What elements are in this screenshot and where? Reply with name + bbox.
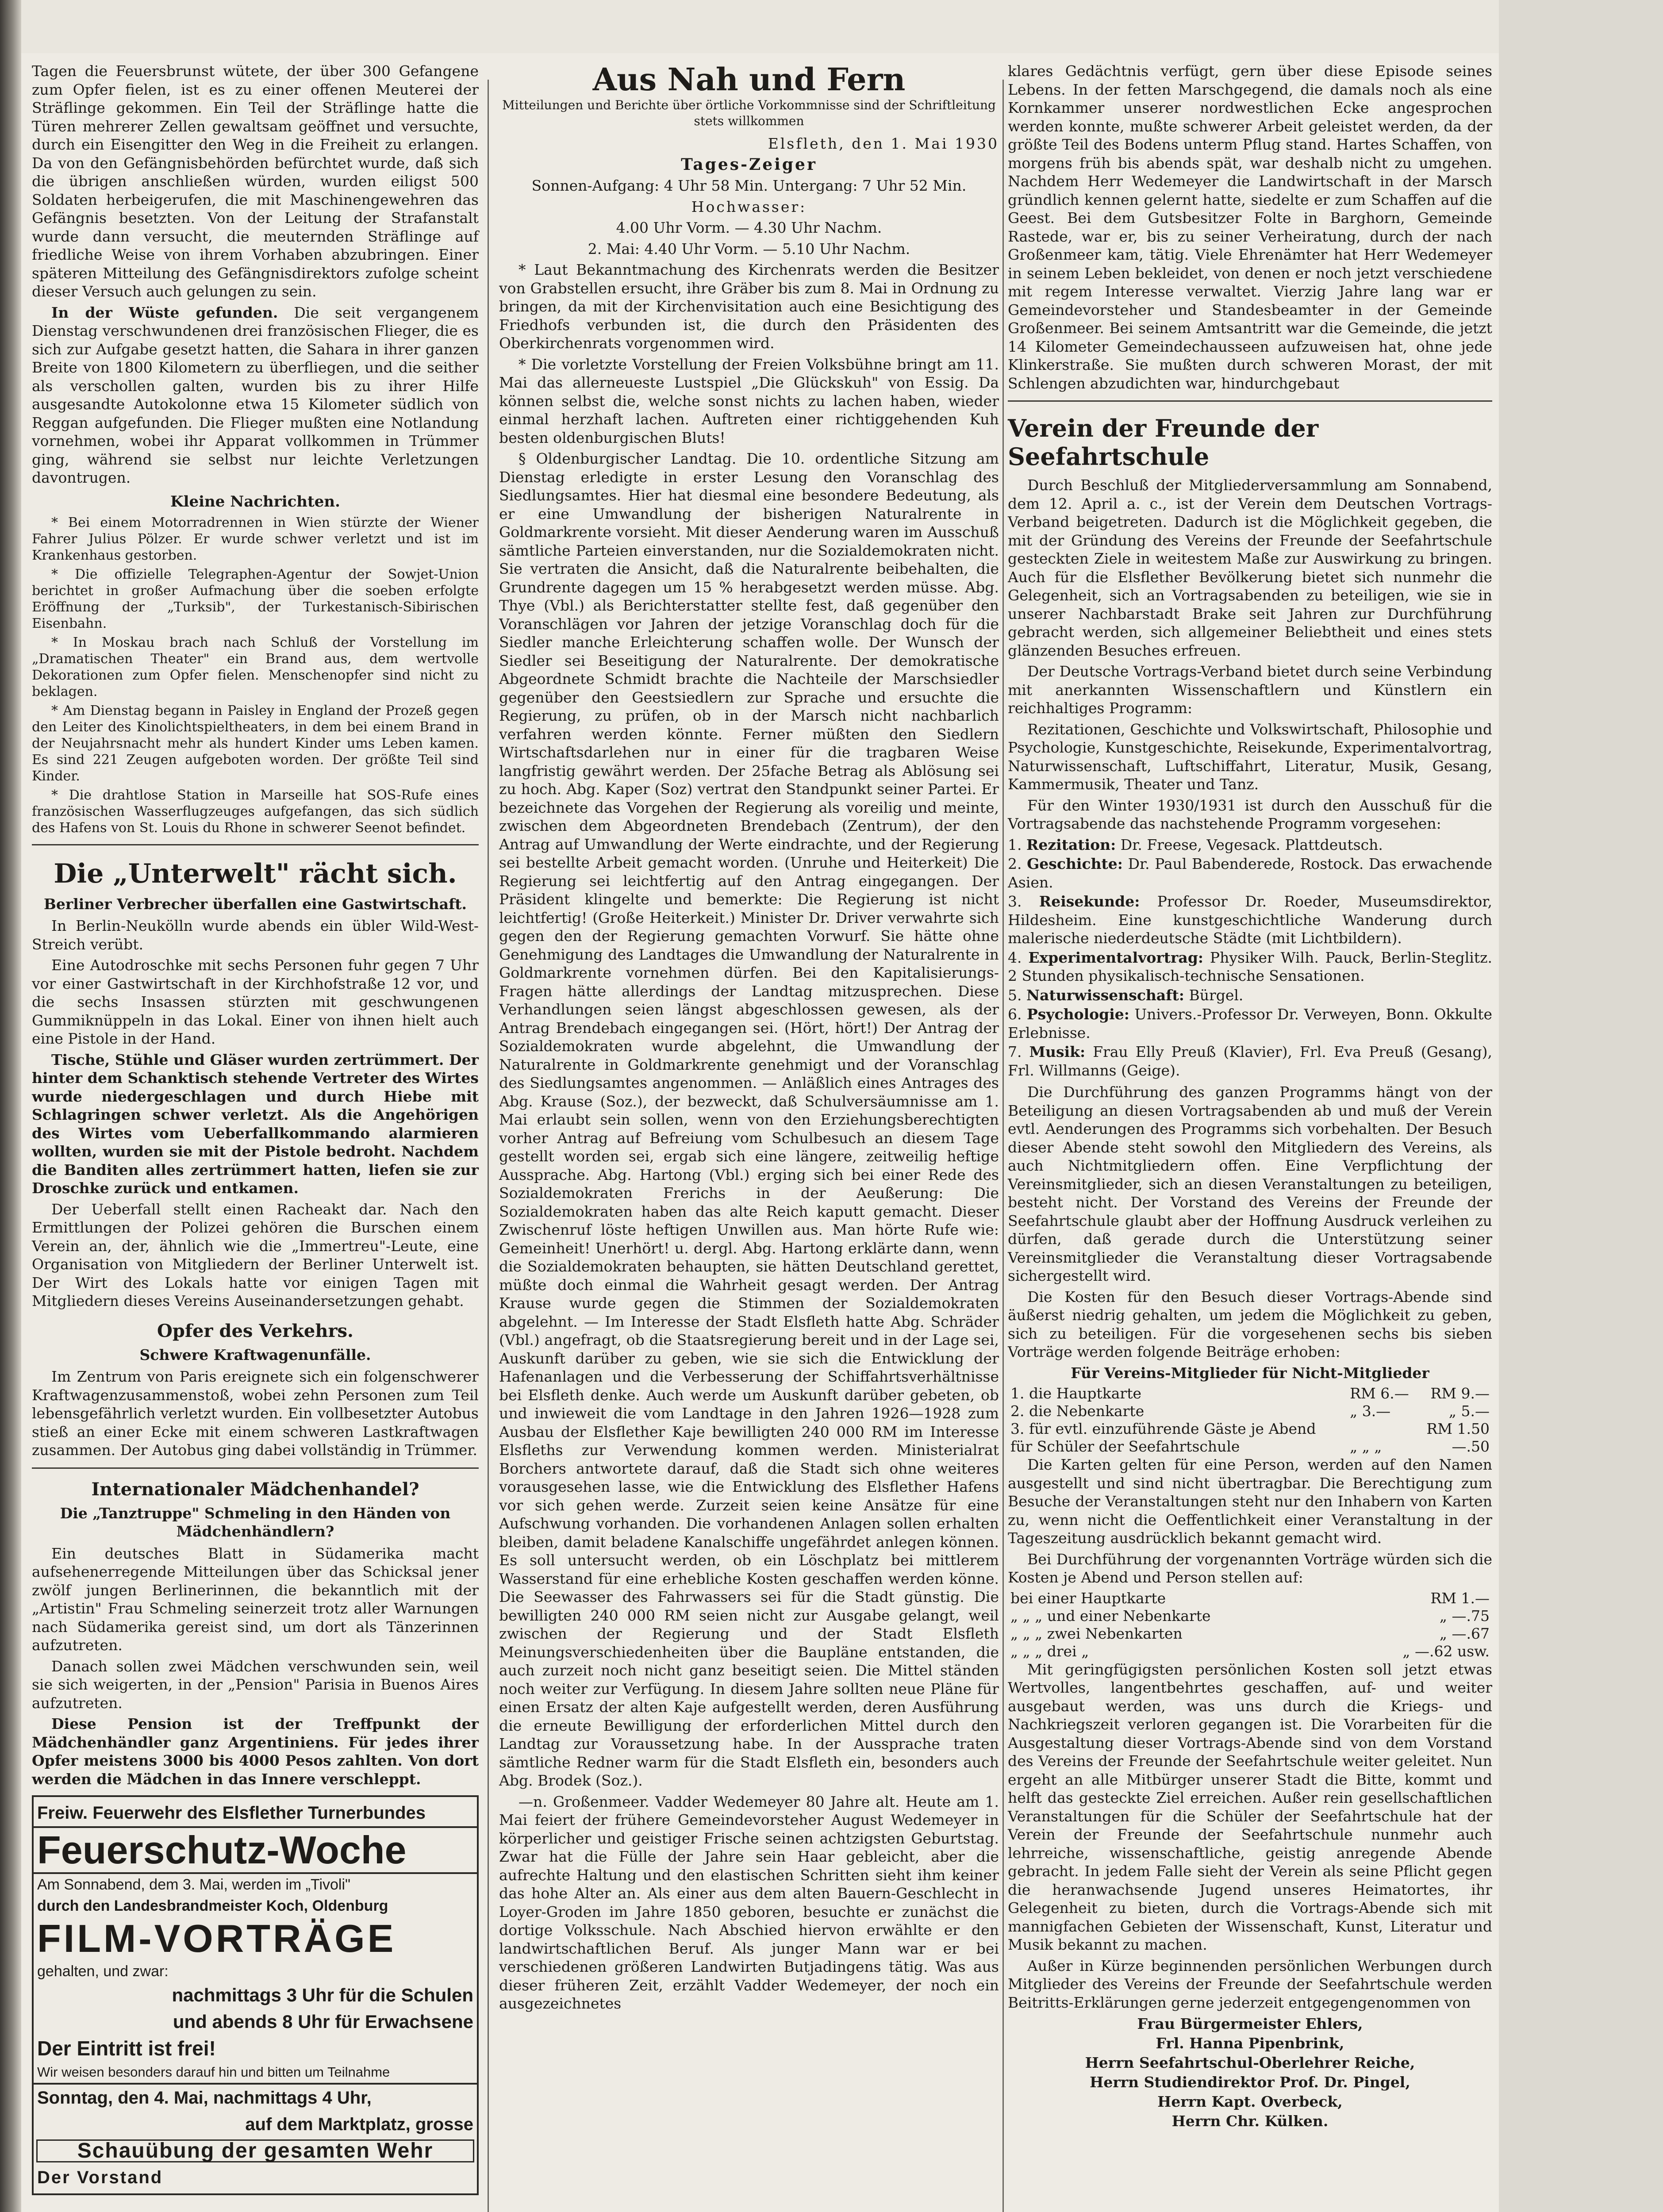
article-paragraph: Danach sollen zwei Mädchen verschwunden sein, weil sie sich weigerten, in der „Pension" Parisia in Buenos Aires aufzutreten. bbox=[32, 1657, 479, 1712]
contact-name: Frl. Hanna Pipenbrink, bbox=[1156, 2035, 1344, 2052]
small-news-item: * Bei einem Motorradrennen in Wien stürzte der Wiener Fahrer Julius Pölzer. Er wurde schwer verletzt und ist im Krankenhaus gestorben. bbox=[32, 515, 479, 563]
subheadline-opfer: Schwere Kraftwagenunfälle. bbox=[139, 1346, 371, 1363]
ad-title: Feuerschutz-Woche bbox=[34, 1826, 477, 1872]
article-grossenmeer: —n. Großenmeer. Vadder Wedemeyer 80 Jahre alt. Heute am 1. Mai feiert der frühere Gemeindevorsteher August Wedemeyer in körperlicher und geistiger Frische seinen achtzigsten Geburtstag. Zwar hat die Fülle der Jahre sein Haar gebleicht, aber die aufrechte Haltung und den elastischen Schritten sieht ihm keiner das hohe Alter an. Als einer aus dem alten Bauern-Geschlecht in Loyer-Groden im Jahre 1850 geboren, besuchte er zunächst die dortige Volksschule. Nach Abschied hiervon erwählte er den landwirtschaftlichen Beruf. Als junger Mann war er bei verschiedenen größeren Landwirten Butjadingens tätig. Was aus dieser früheren Zeit, erzählt Vadder Wedemeyer, der noch ein ausgezeichnetes bbox=[499, 1793, 999, 2012]
small-news-item: * Die offizielle Telegraphen-Agentur der Sowjet-Union berichtet in großer Aufmachung über die soeben erfolgte Eröffnung der „Turksib", der Turkestanisch-Sibirischen Eisenbahn. bbox=[32, 566, 479, 631]
ad-line: Sonntag, den 4. Mai, nachmittags 4 Uhr, bbox=[34, 2083, 477, 2111]
divider bbox=[32, 1467, 479, 1469]
article-paragraph: Der Ueberfall stellt einen Racheakt dar. Nach den Ermittlungen der Polizei gehören die Burschen einem Verein an, der, ähnlich wie die „Immertreu"-Leute, eine Organisation von Mitgliedern der Berliner Unterwelt ist. Der Wirt des Lokals hatte vor einigen Tagen mit Mitgliedern dieses Vereins Auseinandersetzungen gehabt. bbox=[32, 1200, 479, 1310]
contact-name: Herrn Chr. Külken. bbox=[1171, 2112, 1329, 2130]
article-paragraph: * Laut Bekanntmachung des Kirchenrats werden die Besitzer von Grabstellen ersucht, ihre Gräber bis zum 8. Mai in Ordnung zu bringen, da mit der Kirchenvisitation auch eine Besichtigung des Friedhofs verbunden ist, die durch den Präsidenten des Oberkirchenrats vorgenommen wird. bbox=[499, 261, 999, 352]
cost-table bbox=[1008, 1590, 1492, 1660]
table-row: für Schüler der Seefahrtschule „ „ „ —.50 bbox=[1010, 1438, 1490, 1455]
article-paragraph: Die Karten gelten für eine Person, werden auf den Namen ausgestellt und sind nicht übertragbar. Die Berechtigung zum Besuche der Veranstaltungen steht nur den Inhabern von Karten zu, wenn nicht die Oeffentlichkeit einer Veranstaltung in der Tageszeitung ausdrücklich bekannt gemacht wird. bbox=[1008, 1456, 1492, 1547]
program-item: 5. Naturwissenschaft: Bürgel. bbox=[1008, 986, 1244, 1004]
ad-line: und abends 8 Uhr für Erwachsene bbox=[173, 2011, 473, 2032]
dateline: Elsfleth, den 1. Mai 1930 bbox=[768, 135, 999, 152]
hochwasser-heading: Hochwasser: bbox=[691, 198, 807, 215]
article-paragraph: Bei Durchführung der vorgenannten Vorträge würden sich die Kosten je Abend und Person stellen auf: bbox=[1008, 1550, 1492, 1586]
article-paragraph: Ein deutsches Blatt in Südamerika macht aufsehenerregende Mitteilungen über das Schicksal jener zwölf jungen Berlinerinnen, die bekanntlich mit der „Artistin" Frau Schmeling seinerzeit trotz aller Warnungen nach Südamerika gereist sind, um dort als Tänzerinnen aufzutreten. bbox=[32, 1544, 479, 1654]
program-list bbox=[1008, 836, 1492, 1080]
contact-names bbox=[1008, 2014, 1492, 2131]
program-item: 7. Musik: Frau Elly Preuß (Klavier), Frl. Eva Preuß (Gesang), Frl. Willmanns (Geige). bbox=[1008, 1043, 1493, 1079]
ad-line: Wir weisen besonders darauf hin und bitten um Teilnahme bbox=[37, 2064, 390, 2080]
article-paragraph: Mit geringfügigsten persönlichen Kosten soll jetzt etwas Wertvolles, langentbehrtes geschaffen, auf- und weiter ausgebaut werden, was uns durch die Kriegs- und Nachkriegszeit verloren gegangen ist. Die Vorarbeiten für die Ausgestaltung dieser Vortrags-Abende sind von dem Vorstand des Vereins der Freunde der Seefahrtschule weiter geleitet. Nun ergeht an alle Mitbürger unserer Stadt die Bitte, kommt und helft das gesteckte Ziel erreichen. Außer rein gesellschaftlichen Veranstaltungen für die Schüler der Seefahrtschule hat der Verein der Freunde der Seefahrtschule nunmehr auch lehrreiche, wissenschaftliche, geistig anregende Abende gebracht. In jedem Falle sieht der Verein als seine Pflicht gegen die heranwachsende Jugend unseres Heimatortes, ihr Gelegenheit zu bieten, durch die Vortrags-Abende sich mit mannigfachen Gebieten der Wissenschaft, Kunst, Literatur und Musik bekannt zu machen. bbox=[1008, 1660, 1492, 1953]
table-row: „ „ „ und einer Nebenkarte „ —.75 bbox=[1010, 1607, 1490, 1624]
article-paragraph: Rezitationen, Geschichte und Volkswirtschaft, Philosophie und Psychologie, Kunstgeschichte, Reisekunde, Experimentalvortrag, Naturwissenschaft, Luftschiffahrt, Literatur, Musik, Gesang, Kammermusik, Theater und Tanz. bbox=[1008, 720, 1492, 793]
ad-banner: Schauübung der gesamten Wehr bbox=[36, 2139, 474, 2162]
program-item: 2. Geschichte: Dr. Paul Babenderede, Rostock. Das erwachende Asien. bbox=[1008, 855, 1492, 891]
small-news-item: * Am Dienstag begann in Paisley in England der Prozeß gegen den Leiter des Kinolichtspieltheaters, in dem bei einem Brand in der Neujahrsnacht mehr als hundert Kinder ums Leben kamen. Es sind 221 Zeugen aufgeboten worden. Der größte Teil sind Kinder. bbox=[32, 703, 479, 784]
column-middle bbox=[499, 62, 999, 2016]
article-paragraph: In Berlin-Neukölln wurde abends ein übler Wild-West-Streich verübt. bbox=[32, 917, 479, 953]
section-subtitle: Mitteilungen und Berichte über örtliche Vorkommnisse sind der Schriftleitung stets willkommen bbox=[502, 98, 996, 128]
ad-line: Freiw. Feuerwehr des Elsflether Turnerbundes bbox=[37, 1803, 426, 1823]
ad-signature: Der Vorstand bbox=[37, 2167, 163, 2187]
small-news-heading: Kleine Nachrichten. bbox=[170, 492, 340, 511]
ad-film-title: FILM-VORTRÄGE bbox=[37, 1916, 396, 1960]
program-item: 3. Reisekunde: Professor Dr. Roeder, Museumsdirektor, Hildesheim. Eine kunstgeschichtliche Wanderung durch malerische niederdeutsche Städte (mit Lichtbildern). bbox=[1008, 893, 1492, 947]
article-grossenmeer-continued: klares Gedächtnis verfügt, gern über diese Episode seines Lebens. In der fetten Marschgegend, die damals noch als eine Kornkammer unserer nordwestlichen Ecke angesprochen werden konnte, mußte schwerer Arbeit geleistet werden, da der größte Teil des Bodens unterm Pflug stand. Hartes Schaffen, von morgens früh bis abends spät, war deshalb nicht zu umgehen. Nachdem Herr Wedemeyer die Landwirtschaft in der Marsch gründlich kennen gelernt hatte, siedelte er zum Schaffen auf die Geest. Bei dem Gutsbesitzer Folte in Barghorn, Gemeinde Rastede, war er, bis zu seiner Verheiratung, durch der nach Großenmeer kam, tätig. Viele Ehrenämter hat Herr Wedemeyer in seinem Leben bekleidet, von denen er noch jetzt verschiedene mit regem Interesse verwaltet. Vierzig Jahre lang war er Gemeindevorsteher und Standesbeamter in der Gemeinde Großenmeer. Bei seinem Amtsantritt war die Gemeinde, die jetzt 14 Kilometer Gemeindechausseen aufzuweisen hat, ohne jede Klinkerstraße. Sie mußten durch schweren Morast, der mit Schlengen abzudichten war, hindurchgebaut bbox=[1008, 62, 1492, 392]
column-left bbox=[32, 62, 479, 2195]
ad-line: auf dem Marktplatz, grosse bbox=[245, 2115, 473, 2134]
divider bbox=[1008, 400, 1492, 402]
article-paragraph: Im Zentrum von Paris ereignete sich ein folgenschwerer Kraftwagenzusammenstoß, wobei zehn Personen zum Teil lebensgefährlich verletzt wurden. Ein vollbesetzter Autobus stieß an einer Ecke mit einem schweren Lastkraftwagen zusammen. Der Autobus ging dabei vollständig in Trümmer. bbox=[32, 1368, 479, 1459]
article-paragraph-bold: Diese Pension ist der Treffpunkt der Mädchenhändler ganz Argentiniens. Für jedes ihrer Opfer meistens 3000 bis 4000 Pesos zahlten. Von dort werden die Mädchen in das Innere verschleppt. bbox=[32, 1715, 479, 1788]
scan-margin bbox=[1499, 0, 1663, 2212]
fees-table bbox=[1008, 1385, 1492, 1455]
ad-line: durch den Landesbrandmeister Koch, Oldenburg bbox=[37, 1897, 388, 1914]
article-prison-continued: Tagen die Feuersbrunst wütete, der über 300 Gefangene zum Opfer fielen, ist es zu einer offenen Meuterei der Sträflinge gekommen. Ein Teil der Sträflinge hatte die Türen mehrerer Zellen gewaltsam geöffnet und versuchte, durch ein Eisengitter den Weg in die Freiheit zu erlangen. Da von den Gefängnisbehörden befürchtet wurde, daß sich die übrigen anschließen würden, wurden eiligst 500 Soldaten herbeigerufen, die mit Maschinengewehren das Gefängnis besetzten. Von der Leitung der Strafanstalt wurde dann versucht, die meuternden Sträflinge auf friedliche Weise von ihrem Vorhaben abzubringen. Einer späteren Mitteilung des Gefängnisdirektors zufolge scheint dieser Versuch auch gelungen zu sein. bbox=[32, 62, 479, 300]
table-row: 2. die Nebenkarte „ 3.— „ 5.— bbox=[1010, 1402, 1490, 1420]
column-rule-1 bbox=[488, 80, 489, 2212]
table-row: „ „ „ zwei Nebenkarten „ —.67 bbox=[1010, 1624, 1490, 1642]
subheadline-maedchenhandel: Die „Tanztruppe" Schmeling in den Händen von Mädchenhändlern? bbox=[60, 1504, 451, 1540]
divider bbox=[32, 844, 479, 845]
program-item: 1. Rezitation: Dr. Freese, Vegesack. Plattdeutsch. bbox=[1008, 836, 1383, 853]
contact-name: Herrn Seefahrtschul-Oberlehrer Reiche, bbox=[1085, 2054, 1415, 2071]
headline-maedchenhandel: Internationaler Mädchenhandel? bbox=[91, 1479, 419, 1500]
ad-line: nachmittags 3 Uhr für die Schulen bbox=[172, 1985, 473, 2005]
column-right bbox=[1008, 62, 1492, 2131]
hochwasser-line: 4.00 Uhr Vorm. — 4.30 Uhr Nachm. bbox=[616, 219, 882, 236]
article-landtag: § Oldenburgischer Landtag. Die 10. ordentliche Sitzung am Dienstag erledigte in erster Lesung den Voranschlag des Siedlungsamtes. Hier hat diesmal eine besondere Bedeutung, als er eine Umwandlung der bisherigen Naturalrente in Goldmarkrente vorsieht. Mit dieser Aenderung waren im Ausschuß sämtliche Parteien einverstanden, nur die Sozialdemokraten nicht. Sie vertraten die Ansicht, daß die Naturalrente beibehalten, die Grundrente dagegen um 15 % herabgesetzt werden müsse. Abg. Thye (Vbl.) als Berichterstatter stellte fest, daß gegenüber den Voranschlägen vor Jahren der jetzige Voranschlag doch für die Siedler manche Erleichterung schaffen wolle. Der Wunsch der Siedler sei Beseitigung der Naturalrente. Der demokratische Abgeordnete Schmidt brachte die Nachteile der Marschsiedler gegenüber den Geestsiedlern zur Sprache und ersuchte die Regierung, zu prüfen, ob in der Marsch nicht nachbarlich verfahren werden könnte. Ferner müßten den Siedlern Wirtschaftsdarlehen nur in einer für die tragbaren Weise langfristig gewährt werden. Der 25fache Betrag als Ablösung sei zu hoch. Abg. Kaper (Soz) vertrat den Standpunkt seiner Partei. Er bezeichnete das Vorgehen der Regierung als voreilig und meinte, zwischen dem Abgeordneten Brendebach (Zentrum), der den Antrag auf Umwandlung der Werte eindrachte, und der Regierung sei bestellte Arbeit gemacht worden. (Unruhe und Heiterkeit) Die Regierung sei leichtfertig auf den Antrag eingegangen. Der Präsident klingelte und bemerkte: Die Regierung ist nicht leichtfertig! (Große Heiterkeit.) Minister Dr. Driver verwahrte sich gegen den der Regierung gemachten Vorwurf. Sie hätte ohne Genehmigung des Landtages die Umwandlung der Naturalrente in Goldmarkrente vornehmen dürfen. Bei den Kapitalisierungs-Fragen hätte allerdings der Landtag mitzusprechen. Diese Verhandlungen seien längst abgeschlossen gewesen, als der Antrag Brendebach eingegangen sei. (Hört, hört!) Der Antrag der Sozialdemokraten wurde abgelehnt, die Umwandlung der Naturalrente in Goldmarkrente genehmigt und der Voranschlag des Siedlungsamtes angenommen. — Anläßlich eines Antrages des Abg. Krause (Soz.), der bezweckt, daß Schulversäumnisse am 1. Mai erlaubt sein sollen, wenn von den Erziehungsberechtigten vorher Antrag auf Befreiung vom Schulbesuch an diesem Tage gestellt worden sei, ergab sich eine längere, zeitweilig heftige Aussprache. Abg. Hartong (Vbl.) erging sich bei einer Rede des Sozialdemokraten Frerichs in der Aeußerung: Die Sozialdemokraten haben das alte Reich kaputt gemacht. Dieser Zwischenruf löste heftigen Unwillen aus. Man hörte Rufe wie: Gemeinheit! Unerhört! u. dergl. Abg. Hartong erklärte dann, wenn die Sozialdemokraten behaupten, sie hätten Deutschland gerettet, müßte doch einmal die Wahrheit gesagt werden. Der Antrag Krause wurde gegen die Stimmen der Sozialdemokraten abgelehnt. — Im Interesse der Stadt Elsfleth hatte Abg. Schräder (Vbl.) angefragt, ob die Staatsregierung bereit und in der Lage sei, Auskunft darüber zu geben, wie sie sich die Entwicklung der Hafenanlagen und die Verbesserung der Schiffahrtsverhältnisse bei Elsfleth denke. Auch werde um Auskunft darüber gebeten, ob und inwieweit die vom Landtage in den Jahren 1926—1928 zum Ausbau der Elsflether Kaje bewilligten 240 000 RM im Interesse Elsfleths zur Verwendung kommen werden. Ministerialrat Borchers antwortete darauf, daß die Stadt sich ohne weiteres vorausgesehen lasse, wie die Entwicklung des Elsflether Hafens vor sich gehen werde. Zurzeit seien keine Ansätze für eine Aufschwung vorhanden. Die vorhandenen Anlagen sollen erhalten bleiben, damit beladene Kanalschiffe ungefährdet anlegen können. Es soll untersucht werden, ob ein Löschplatz bei mittlerem Wasserstand für eine erhebliche Kosten geschaffen werden könne. Die Seewasser des Fahrwassers sei für die Stadt günstig. Die bewilligten 240 000 RM seien nicht zur Ausgabe gelangt, weil zwischen der Regierung und der Stadt Elsfleth Meinungsverschiedenheiten über die Baupläne entstanden, die auch zurzeit noch nicht ganz beseitigt seien. Die Mittel ständen noch weiter zur Verfügung. In diesem Jahre sollten neue Pläne für einen Ersatz der alten Kaje aufgestellt werden, deren Ausführung die erneute Bewilligung der erforderlichen Mittel durch den Landtag zur Voraussetzung habe. In der Aussprache traten sämtliche Redner warm für die Stadt Elsfleth ein, besonders auch Abg. Brodek (Soz.). bbox=[499, 450, 999, 1789]
small-news-item: * In Moskau brach nach Schluß der Vorstellung im „Dramatischen Theater" ein Brand aus, dem wertvolle Dekorationen zum Opfer fielen. Menschenopfer sind nicht zu beklagen. bbox=[32, 634, 479, 699]
headline-unterwelt: Die „Unterwelt" rächt sich. bbox=[54, 858, 457, 889]
article-paragraph: Die Kosten für den Besuch dieser Vortrags-Abende sind äußerst niedrig gehalten, um jedem die Möglichkeit zu geben, sich zu beteiligen. Für die vorgesehenen sechs bis sieben Vorträge werden folgende Beiträge erhoben: bbox=[1008, 1288, 1492, 1360]
ad-line: gehalten, und zwar: bbox=[37, 1963, 169, 1980]
hochwasser-line: 2. Mai: 4.40 Uhr Vorm. — 5.10 Uhr Nachm. bbox=[588, 240, 910, 257]
page-fold-shadow bbox=[0, 0, 21, 2212]
article-paragraph: Außer in Kürze beginnenden persönlichen Werbungen durch Mitglieder des Vereins der Freunde der Seefahrtschule werden Beitritts-Erklärungen gerne jederzeit entgegengenommen von bbox=[1008, 1957, 1492, 2011]
headline-opfer: Opfer des Verkehrs. bbox=[157, 1320, 353, 1341]
article-paragraph: * Die vorletzte Vorstellung der Freien Volksbühne bringt am 11. Mai das allerneueste Lustspiel „Die Glückskuh" von Essig. Da können selbst die, welche sonst nichts zu lachen haben, wieder einmal herzhaft lachen. Auftreten einer richtiggehenden Kuh besten oldenburgischen Bluts! bbox=[499, 355, 999, 446]
headline-verein: Verein der Freunde der Seefahrtschule bbox=[1008, 414, 1319, 471]
ad-line: Am Sonnabend, dem 3. Mai, werden im „Tivoli" bbox=[34, 1872, 477, 1895]
article-paragraph: Für den Winter 1930/1931 ist durch den Ausschuß für die Vortragsabende das nachstehende Programm vorgesehen: bbox=[1008, 796, 1492, 832]
program-item: 4. Experimentalvortrag: Physiker Wilh. Pauck, Berlin-Steglitz. 2 Stunden physikalisch-technische Sensationen. bbox=[1008, 949, 1492, 984]
article-paragraph: Eine Autodroschke mit sechs Personen fuhr gegen 7 Uhr vor einer Gastwirtschaft in der Kirchhofstraße 12 vor, und die sechs Insassen stürzten mit geschwungenen Gummiknüppeln in das Lokal. Einer von ihnen hielt auch eine Pistole in der Hand. bbox=[32, 956, 479, 1047]
article-paragraph: Der Deutsche Vortrags-Verband bietet durch seine Verbindung mit anerkannten Wissenschaftlern und Künstlern ein reichhaltiges Programm: bbox=[1008, 663, 1492, 717]
article-desert-lead: In der Wüste gefunden. bbox=[51, 303, 278, 321]
table-row: 3. für evtl. einzuführende Gäste je Abend RM 1.50 bbox=[1010, 1420, 1490, 1437]
ad-line: Der Eintritt ist frei! bbox=[37, 2037, 216, 2060]
advertisement-fire-brigade bbox=[32, 1795, 479, 2195]
table-row: 1. die Hauptkarte RM 6.— RM 9.— bbox=[1010, 1385, 1490, 1402]
sun-times: Sonnen-Aufgang: 4 Uhr 58 Min. Untergang: 7 Uhr 52 Min. bbox=[531, 177, 967, 194]
article-desert-body: Die seit vergangenem Dienstag verschwundenen drei französischen Flieger, die es sich zur Aufgabe gesetzt hatten, die Sahara in ihrer ganzen Breite von 1800 Kilometern zu überfliegen, und die seither als verschollen galten, wurden bis zu ihrer Hilfe ausgesandte Autokolonne etwa 15 Kilometer südlich von Reggan aufgefunden. Die Flieger mußten eine Notlandung vornehmen, wobei ihr Apparat vollkommen in Trümmer ging, während sie selbst nur leichte Verletzungen davontrugen. bbox=[32, 303, 479, 486]
article-paragraph-bold: Tische, Stühle und Gläser wurden zertrümmert. Der hinter dem Schanktisch stehende Vertreter des Wirtes wurde niedergeschlagen und durch Hiebe mit Schlagringen schwer verletzt. Als die Angehörigen des Wirtes vom Ueberfallkommando alarmieren wollten, wurden sie mit der Pistole bedroht. Nachdem die Banditen alles zertrümmert hatten, liefen sie zur Droschke zurück und entkamen. bbox=[32, 1051, 479, 1197]
small-news-item: * Die drahtlose Station in Marseille hat SOS-Rufe eines französischen Wasserflugzeuges aufgefangen, das sich südlich des Hafens von St. Louis du Rhone in schwerer Seenot befindet. bbox=[32, 787, 479, 836]
contact-name: Frau Bürgermeister Ehlers, bbox=[1137, 2015, 1363, 2032]
contact-name: Herrn Kapt. Overbeck, bbox=[1157, 2093, 1343, 2110]
table-row: bei einer Hauptkarte RM 1.— bbox=[1010, 1589, 1490, 1607]
subheadline-unterwelt: Berliner Verbrecher überfallen eine Gastwirtschaft. bbox=[43, 895, 467, 913]
fees-heading: Für Vereins-Mitglieder für Nicht-Mitglieder bbox=[1071, 1364, 1429, 1382]
tageszeiger-heading: Tages-Zeiger bbox=[681, 155, 817, 174]
program-item: 6. Psychologie: Univers.-Professor Dr. Verweyen, Bonn. Okkulte Erlebnisse. bbox=[1008, 1006, 1492, 1041]
table-row: „ „ „ drei „ „ —.62 usw. bbox=[1010, 1642, 1490, 1660]
article-desert bbox=[32, 303, 479, 487]
contact-name: Herrn Studiendirektor Prof. Dr. Pingel, bbox=[1090, 2074, 1410, 2091]
article-paragraph: Die Durchführung des ganzen Programms hängt von der Beteiligung an diesen Vortragsabenden ab und muß der Verein evtl. Aenderungen des Programms sich vorbehalten. Der Besuch dieser Abende steht sowohl den Mitgliedern des Vereins, als auch Nichtmitgliedern offen. Eine Verpflichtung der Vereinsmitglieder, sich an diesen Veranstaltungen zu beteiligen, besteht nicht. Der Vorstand des Vereins der Freunde der Seefahrtschule glaubt aber der Hoffnung Ausdruck verleihen zu dürfen, daß gerade durch die Unterstützung seiner Vereinsmitglieder die Veranstaltung dieser Vortragsabende sichergestellt wird. bbox=[1008, 1083, 1492, 1284]
section-masthead: Aus Nah und Fern bbox=[592, 61, 906, 98]
column-rule-2 bbox=[1002, 80, 1004, 2212]
article-paragraph: Durch Beschluß der Mitgliederversammlung am Sonnabend, dem 12. April a. c., ist der Verein dem Deutschen Vortrags-Verband beigetreten. Dadurch ist die Möglichkeit gegeben, die mit der Gründung des Vereins der Freunde der Seefahrtschule gesteckten Ziele in weitestem Maße zur Auswirkung zu bringen. Auch für die Elsflether Bevölkerung bietet sich nunmehr die Gelegenheit, sich an Vortragsabenden zu beteiligen, wie sie in unserer Nachbarstadt Brake seit Jahren zur Durchführung gebracht werden, sich allgemeiner Beliebtheit und eines stets glänzenden Besuches erfreuen. bbox=[1008, 476, 1492, 659]
